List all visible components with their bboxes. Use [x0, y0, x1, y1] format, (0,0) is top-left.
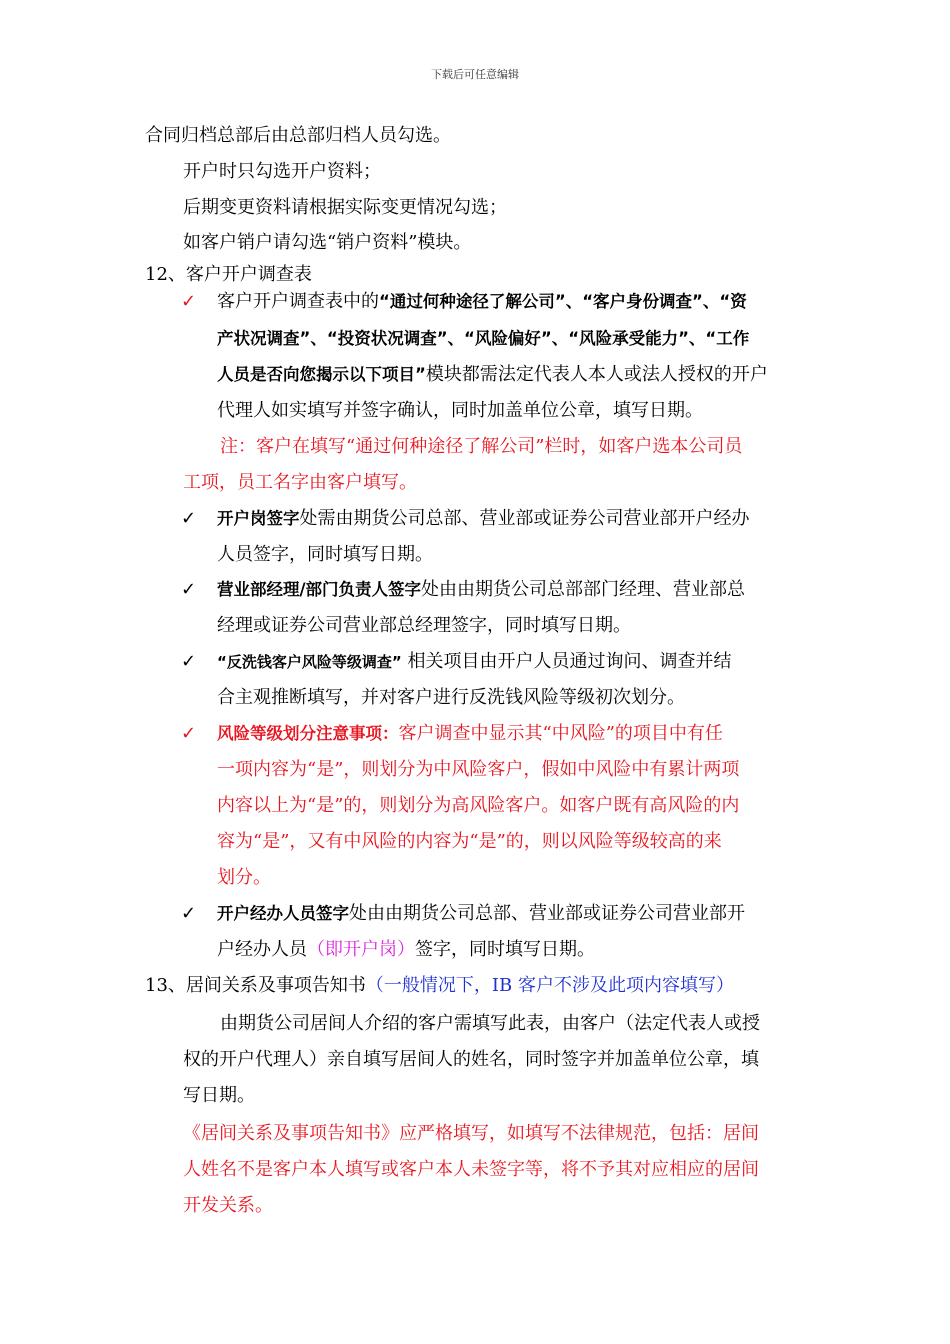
- section-13-para-2: 权的开户代理人）亲自填写居间人的姓名，同时签字并加盖单位公章，填: [183, 1049, 759, 1070]
- checkmark-icon: ✓: [181, 903, 197, 924]
- item5-line-4: 容为“是”，又有中风险的内容为“是”的，则以风险等级较高的来: [217, 831, 722, 852]
- item3-line-2: 经理或证券公司营业部总经理签字，同时填写日期。: [217, 615, 631, 636]
- item1-bold: “通过何种途径了解公司”、“客户身份调查”、“资: [379, 292, 747, 311]
- item1-line-3: [217, 363, 768, 387]
- item5-line-3: 内容以上为“是”的，则划分为高风险客户。如客户既有高风险的内: [217, 795, 740, 816]
- intro-line-4: 如客户销户请勾选“销户资料”模块。: [183, 232, 472, 253]
- section-13-para-1: 由期货公司居间人介绍的客户需填写此表，由客户（法定代表人或授: [220, 1013, 760, 1034]
- item6-line-2: [217, 938, 595, 962]
- item1-line-2: 产状况调查”、“投资状况调查”、“风险偏好”、“风险承受能力”、“工作: [217, 329, 750, 348]
- section-13-title-note: （一般情况下，IB 客户不涉及此项内容填写）: [365, 975, 734, 996]
- item6-text-2: 户经办人员: [217, 939, 307, 960]
- item6-text-3: 签字，同时填写日期。: [415, 939, 595, 960]
- item1-bold-2: 人员是否向您揭示以下项目”: [217, 365, 426, 384]
- item3-bold: 营业部经理/部门负责人签字: [217, 580, 422, 599]
- item5-line-1: [217, 722, 723, 746]
- item1-note-1: 注：客户在填写“通过何种途径了解公司”栏时，如客户选本公司员: [220, 436, 743, 457]
- section-13-red-2: 人姓名不是客户本人填写或客户本人未签字等，将不予其对应相应的居间: [183, 1159, 759, 1180]
- page-header: 下载后可任意编辑: [431, 68, 519, 81]
- item1-text-2: 模块都需法定代表人本人或法人授权的开户: [425, 364, 768, 385]
- item6-bold: 开户经办人员签字: [217, 904, 349, 923]
- item3-text: 处由由期货公司总部部门经理、营业部总: [421, 579, 746, 600]
- checkmark-icon: ✓: [181, 579, 197, 600]
- item1-text: 客户开户调查表中的: [217, 291, 379, 312]
- item4-text: 相关项目由开户人员通过询问、调查并结: [401, 651, 732, 672]
- section-13-title: [145, 974, 734, 998]
- section-12-title: 12、客户开户调查表: [145, 264, 312, 285]
- item2-text: 处需由期货公司总部、营业部或证券公司营业部开户经办: [299, 508, 750, 529]
- item1-line-1: [217, 290, 747, 314]
- checkmark-icon: ✓: [181, 508, 197, 529]
- item1-line-4: 代理人如实填写并签字确认，同时加盖单位公章，填写日期。: [217, 400, 703, 421]
- item3-line-1: [217, 578, 745, 602]
- section-13-red-1: 《居间关系及事项告知书》应严格填写，如填写不法律规范，包括：居间: [183, 1123, 759, 1144]
- item6-pink-note: （即开户岗）: [307, 939, 415, 960]
- item6-line-1: [217, 902, 745, 926]
- checkmark-icon: ✓: [181, 723, 197, 744]
- section-13-title-text: 13、居间关系及事项告知书: [145, 975, 366, 996]
- section-13-red-3: 开发关系。: [183, 1195, 273, 1216]
- item5-line-2: 一项内容为“是”，则划分为中风险客户，假如中风险中有累计两项: [217, 759, 740, 780]
- intro-line-3: 后期变更资料请根据实际变更情况勾选；: [183, 197, 507, 218]
- checkmark-icon: ✓: [181, 291, 197, 312]
- item2-line-1: [217, 507, 750, 531]
- item5-bold: 风险等级划分注意事项：: [217, 724, 399, 743]
- intro-line-2: 开户时只勾选开户资料；: [183, 161, 381, 182]
- item4-line-1: [217, 650, 731, 674]
- item5-text: 客户调查中显示其“中风险”的项目中有任: [398, 723, 723, 744]
- intro-line-1: 合同归档总部后由总部归档人员勾选。: [145, 125, 451, 146]
- item2-line-2: 人员签字，同时填写日期。: [217, 544, 433, 565]
- item6-text: 处由由期货公司总部、营业部或证券公司营业部开: [349, 903, 745, 924]
- item4-bold: “反洗钱客户风险等级调查”: [217, 653, 402, 671]
- item4-line-2: 合主观推断填写，并对客户进行反洗钱风险等级初次划分。: [217, 687, 685, 708]
- item2-bold: 开户岗签字: [217, 509, 300, 528]
- checkmark-icon: ✓: [181, 651, 197, 672]
- section-13-para-3: 写日期。: [183, 1085, 255, 1106]
- item1-note-2: 工项，员工名字由客户填写。: [183, 472, 417, 493]
- item5-line-5: 划分。: [217, 867, 271, 888]
